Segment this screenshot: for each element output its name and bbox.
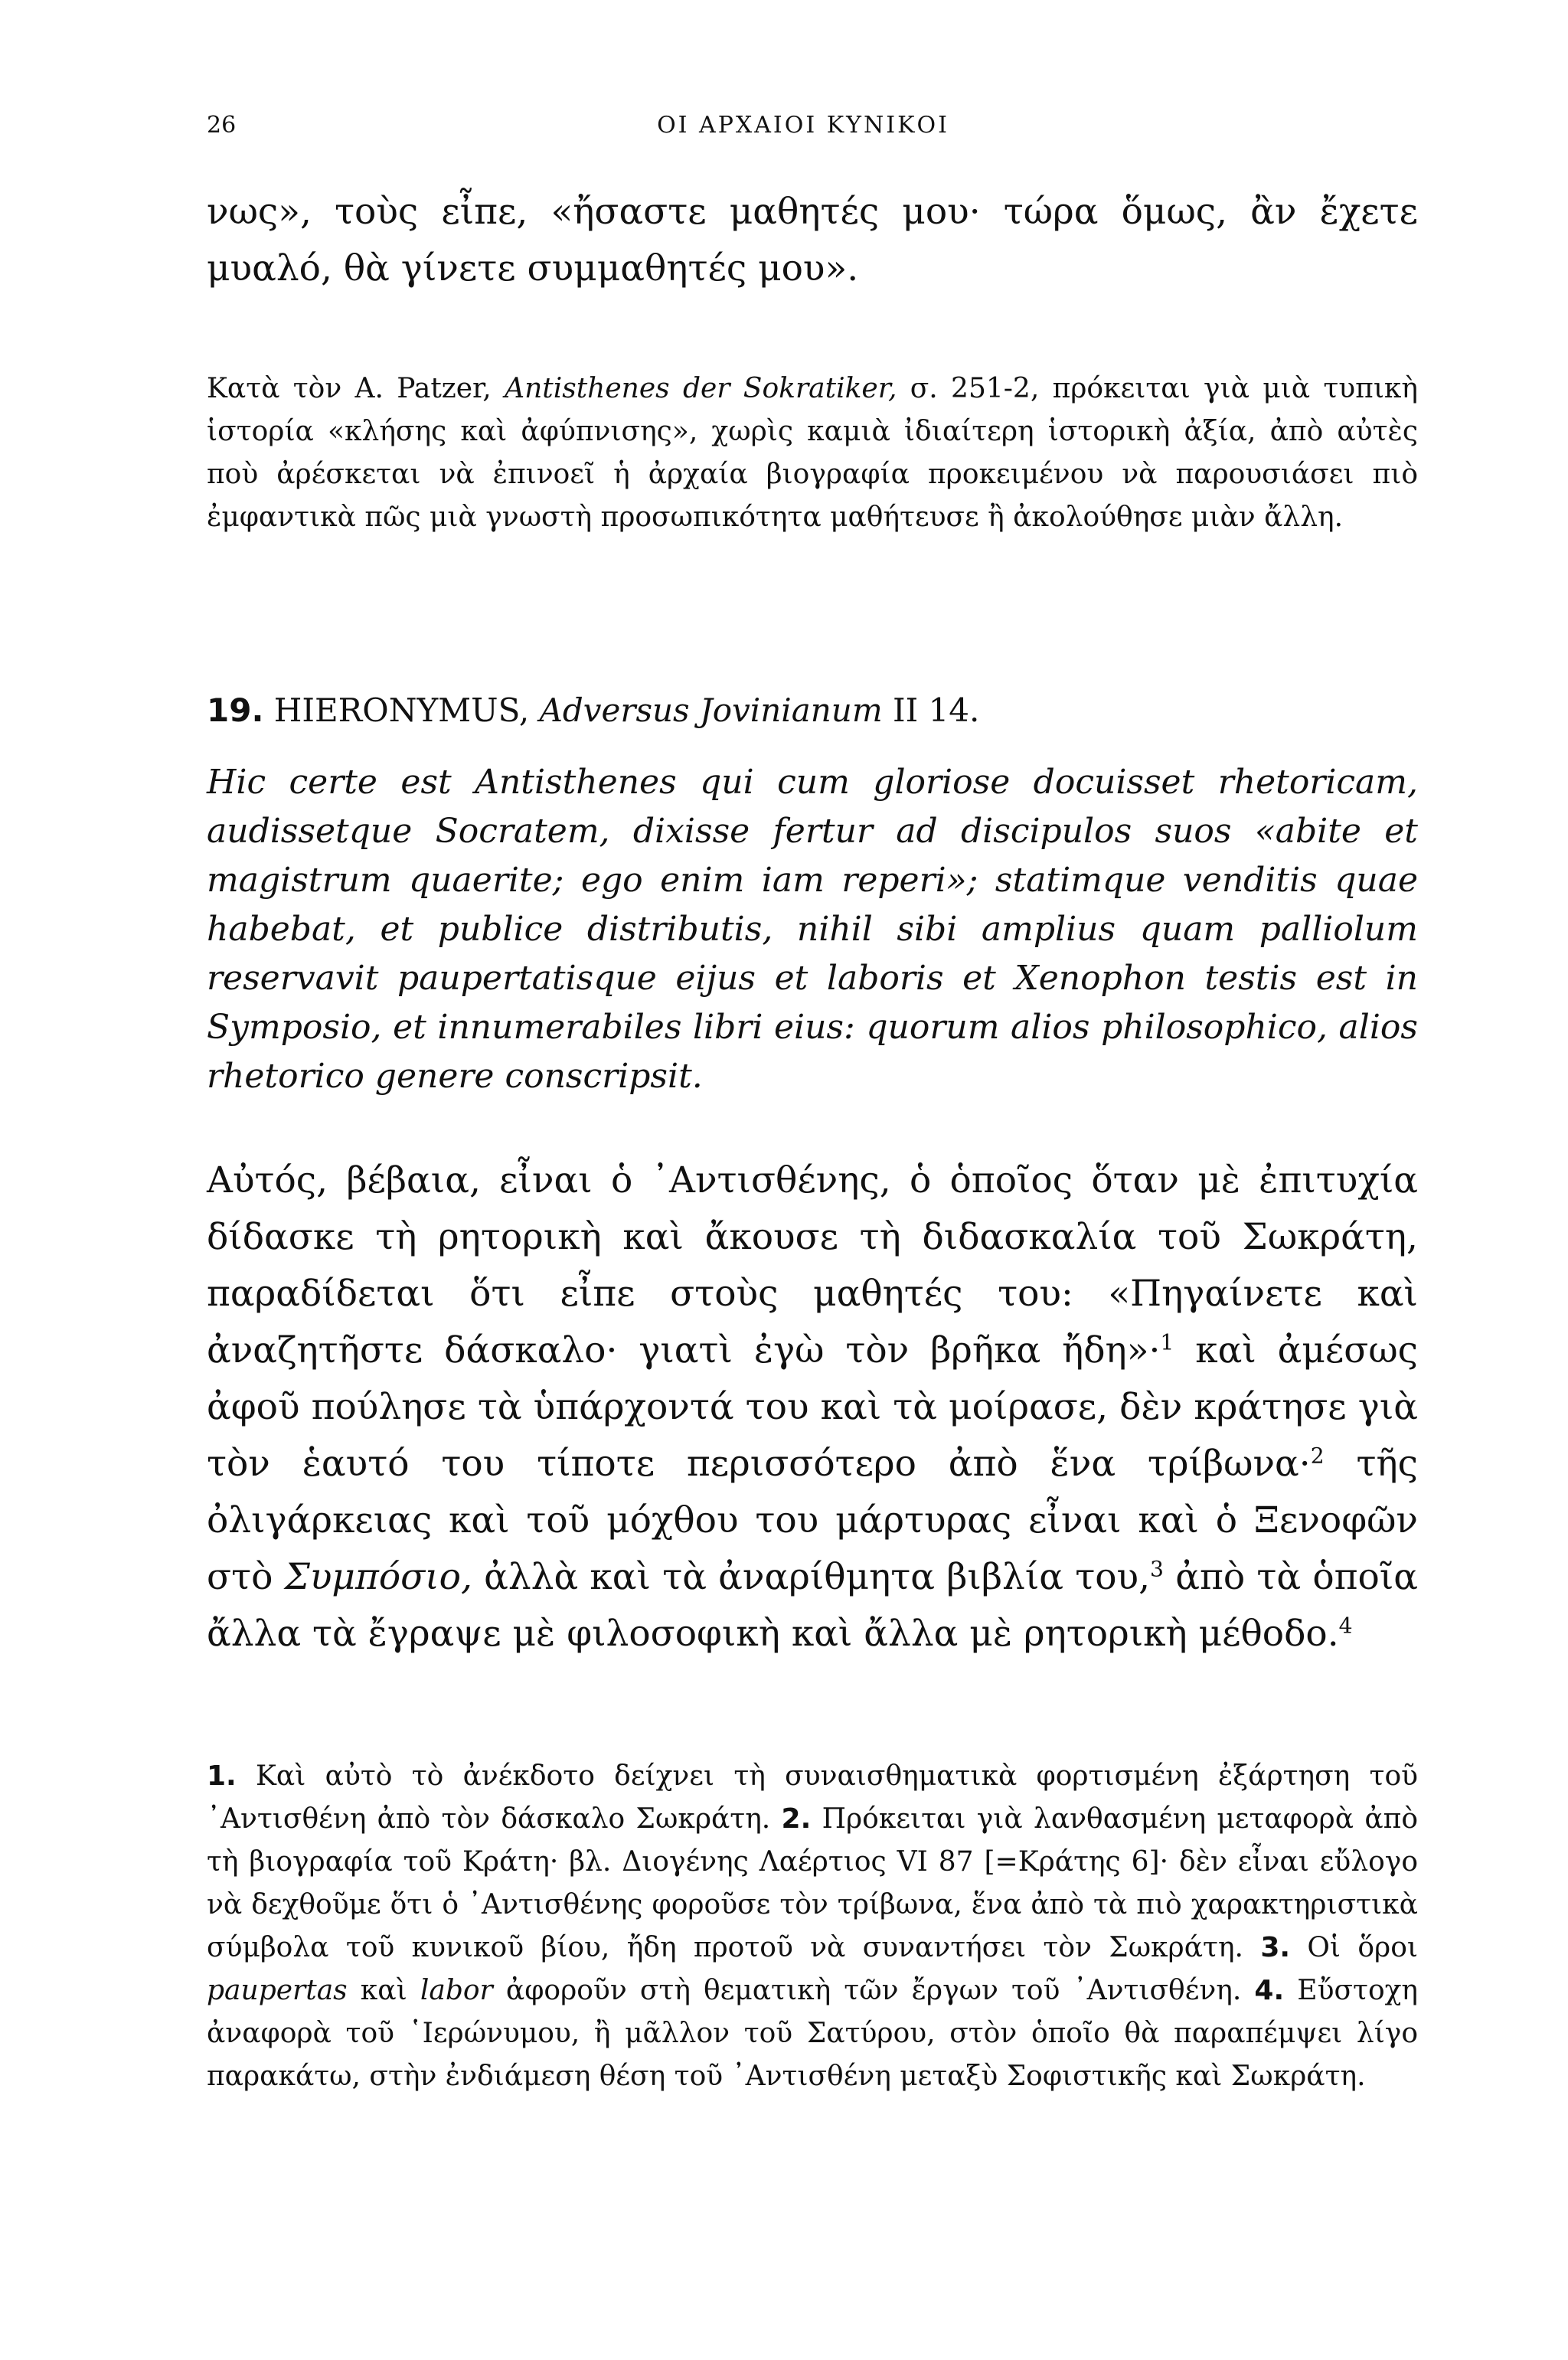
footnote-text-3a: Οἱ ὅροι <box>1290 1932 1418 1963</box>
footnote-text-3e: ἀφοροῦν στὴ θεματικὴ τῶν ἔργων τοῦ ᾽Αντισθένη. <box>492 1975 1255 2006</box>
commentary-rest: σ. 251-2, πρόκειται γιὰ μιὰ τυπικὴ ἱστορία «κλήσης καὶ ἀφύπνισης», χωρὶς καμιὰ ἰδιαίτερη ἱστορικὴ ἀξία, ἀπὸ αὐτὲς ποὺ ἀρέσκεται νὰ ἐπινοεῖ ἡ ἀρχαία βιογραφία προκειμένου νὰ παρουσιάσει πιὸ ἐμφαντικὰ πῶς μιὰ γνωστὴ προσωπικότητα μαθήτευσε ἢ ἀκολούθησε μιὰν ἄλλη. <box>207 373 1418 533</box>
footnote-ref-2: 2 <box>1310 1443 1325 1469</box>
translation-text-4: ἀλλὰ καὶ τὰ ἀναρίθμητα βιβλία του, <box>472 1556 1151 1598</box>
section-work-title: Adversus Jovinianum <box>539 691 883 729</box>
commentary-block <box>207 368 1418 539</box>
commentary-paragraph <box>207 368 1418 539</box>
commentary-work-title: Antisthenes der Sokratiker, <box>505 373 897 404</box>
greek-translation-block <box>207 1152 1418 1662</box>
translation-text-2: καὶ ἀμέσως ἀφοῦ πούλησε τὰ ὑπάρχοντά του καὶ τὰ μοίρασε, δὲν κράτησε γιὰ τὸν ἑαυτό του τίποτε περισσότερο ἀπὸ ἕνα τρίβωνα· <box>207 1329 1418 1485</box>
footnote-term-labor: labor <box>420 1975 493 2006</box>
translation-work-title: Συμπόσιο, <box>284 1556 472 1598</box>
footnotes-block <box>207 1755 1418 2098</box>
footnote-ref-3: 3 <box>1150 1556 1164 1582</box>
footnote-text-3c: καὶ <box>347 1975 420 2006</box>
footnote-number-3: 3. <box>1260 1932 1291 1963</box>
translation-text-5: ἀπὸ τὰ ὁποῖα ἄλλα τὰ ἔγραψε μὲ φιλοσοφικὴ καὶ ἄλλα μὲ ρητορικὴ μέθοδο. <box>207 1556 1418 1655</box>
footnote-ref-1: 1 <box>1160 1329 1174 1355</box>
latin-source-text: Hic certe est Antisthenes qui cum gloriose docuisset rhetoricam, audissetque Socratem, dixisse fertur ad discipulos suos «abite et magistrum quaerite; ego enim iam reperi»; statimque venditis quae habebat, et publice distributis, nihil sibi amplius quam palliolum reservavit paupertatisque eijus et laboris et Xenophon testis est in Symposio, et innumerabiles libri eius: quorum alios philosophico, alios rhetorico genere conscripsit. <box>207 763 1418 1096</box>
section-author: HIERONYMUS, <box>273 691 530 729</box>
opening-paragraph: νως», τοὺς εἶπε, «ἤσαστε μαθητές μου· τώρα ὅμως, ἂν ἔχετε μυαλό, θὰ γίνετε συμμαθητές μου». <box>207 191 1418 289</box>
footnote-text-2: Πρόκειται γιὰ λανθασμένη μεταφορὰ ἀπὸ τὴ βιογραφία τοῦ Κράτη· βλ. Διογένης Λαέρτιος VI 87 [=Κράτης 6]· δὲν εἶναι εὔλογο νὰ δεχθοῦμε ὅτι ὁ ᾽Αντισθένης φοροῦσε τὸν τρίβωνα, ἕνα ἀπὸ τὰ πιὸ χαρακτηριστικὰ σύμβολα τοῦ κυνικοῦ βίου, ἤδη προτοῦ νὰ συναντήσει τὸν Σωκράτη. <box>207 1803 1419 1963</box>
opening-paragraph-block <box>207 184 1418 297</box>
page-header <box>207 112 1400 158</box>
footnote-number-1: 1. <box>207 1760 237 1792</box>
footnote-ref-4: 4 <box>1338 1613 1353 1639</box>
footnote-term-paupertas: paupertas <box>207 1975 348 2006</box>
section-reference: II 14. <box>893 691 980 729</box>
latin-source-block <box>207 758 1418 1101</box>
section-heading <box>207 688 1418 734</box>
translation-text-3: τῆς ὀλιγάρκειας καὶ τοῦ μόχθου του μάρτυρας εἶναι καὶ ὁ Ξενοφῶν στὸ <box>207 1443 1418 1598</box>
translation-text-1: Αὐτός, βέβαια, εἶναι ὁ ᾽Αντισθένης, ὁ ὁποῖος ὅταν μὲ ἐπιτυχία δίδασκε τὴ ρητορικὴ καὶ ἄκουσε τὴ διδασκαλία τοῦ Σωκράτη, παραδίδεται ὅτι εἶπε στοὺς μαθητές του: «Πηγαίνετε καὶ ἀναζητῆστε δάσκαλο· γιατὶ ἐγὼ τὸν βρῆκα ἤδη»· <box>207 1159 1418 1371</box>
footnotes <box>207 1755 1418 2098</box>
footnote-text-1: Καὶ αὐτὸ τὸ ἀνέκδοτο δείχνει τὴ συναισθηματικὰ φορτισμένη ἐξάρτηση τοῦ ᾽Αντισθένη ἀπὸ τὸν δάσκαλο Σωκράτη. <box>207 1760 1418 1835</box>
greek-translation <box>207 1152 1418 1662</box>
running-head: ΟΙ ΑΡΧΑΙΟΙ ΚΥΝΙΚΟΙ <box>657 112 949 139</box>
footnote-number-2: 2. <box>781 1803 812 1835</box>
footnote-text-4: Εὔστοχη ἀναφορὰ τοῦ ῾Ιερώνυμου, ἢ μᾶλλον τοῦ Σατύρου, στὸν ὁποῖο θὰ παραπέμψει λίγο παρακάτω, στὴν ἐνδιάμεση θέση τοῦ ᾽Αντισθένη μεταξὺ Σοφιστικῆς καὶ Σωκράτη. <box>207 1975 1419 2092</box>
page-number: 26 <box>207 112 237 139</box>
commentary-intro: Κατὰ τὸν A. Patzer, <box>207 373 492 404</box>
section-number: 19. <box>207 691 264 729</box>
section-heading-block <box>207 688 1418 734</box>
footnote-number-4: 4. <box>1254 1975 1285 2006</box>
